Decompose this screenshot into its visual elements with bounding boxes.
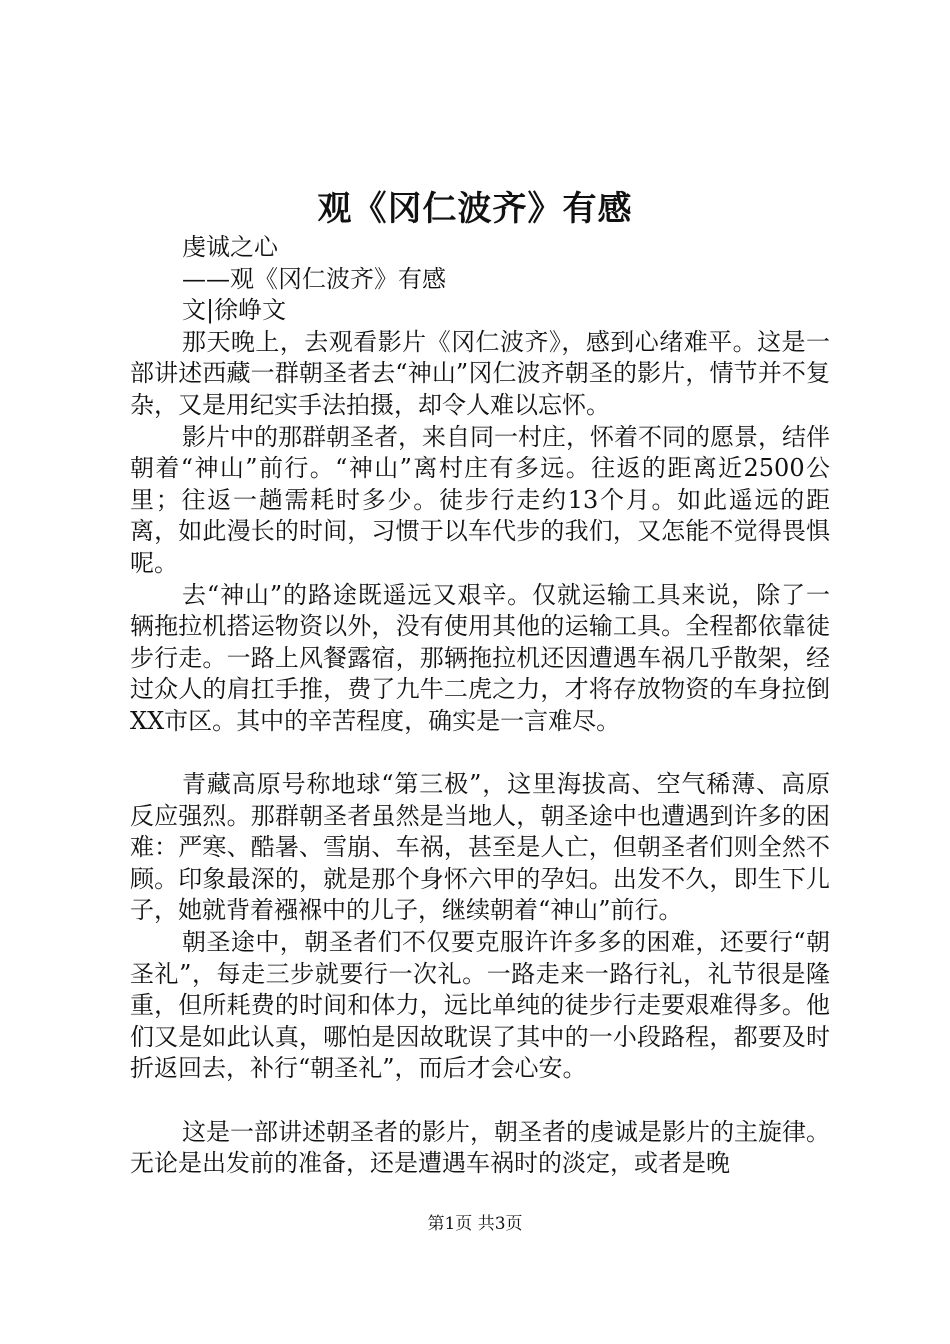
- paragraph: 青藏高原号称地球“第三极”，这里海拔高、空气稀薄、高原反应强烈。那群朝圣者虽然是当地人，朝圣途中也遭遇到许多的困难：严寒、酷暑、雪崩、车祸，甚至是人亡，但朝圣者们则全然不顾。印象最深的，就是那个身怀六甲的孕妇。出发不久，即生下儿子，她就背着襁褓中的儿子，继续朝着“神山”前行。: [130, 770, 830, 925]
- paragraph: 朝圣途中，朝圣者们不仅要克服许许多多的困难，还要行“朝圣礼”，每走三步就要行一次礼。一路走来一路行礼，礼节很是隆重，但所耗费的时间和体力，远比单纯的徒步行走要艰难得多。他们又是如此认真，哪怕是因故耽误了其中的一小段路程，都要及时折返回去，补行“朝圣礼”，而后才会心安。: [130, 928, 830, 1083]
- paragraph: 影片中的那群朝圣者，来自同一村庄，怀着不同的愿景，结伴朝着“神山”前行。“神山”离村庄有多远。往返的距离近2500公里；往返一趟需耗时多少。徒步行走约13个月。如此遥远的距离，如此漫长的时间，习惯于以车代步的我们，又怎能不觉得畏惧呢。: [130, 422, 830, 577]
- paragraph-spacer: [130, 738, 830, 770]
- document-body: [130, 232, 830, 1180]
- page-footer: 第1页 共3页: [427, 1214, 523, 1234]
- paragraph: 去“神山”的路途既遥远又艰辛。仅就运输工具来说，除了一辆拖拉机搭运物资以外，没有使用其他的运输工具。全程都依靠徒步行走。一路上风餐露宿，那辆拖拉机还因遭遇车祸几乎散架，经过众人的肩扛手推，费了九牛二虎之力，才将存放物资的车身拉倒XX市区。其中的辛苦程度，确实是一言难尽。: [130, 580, 830, 735]
- paragraph: 这是一部讲述朝圣者的影片，朝圣者的虔诚是影片的主旋律。无论是出发前的准备，还是遭遇车祸时的淡定，或者是晚: [130, 1117, 830, 1178]
- author-line: 文|徐峥文: [182, 296, 287, 325]
- subtitle-line: 虔诚之心: [182, 233, 278, 261]
- subtitle-line: ——观《冈仁波齐》有感: [182, 264, 446, 293]
- paragraph-spacer: [130, 1085, 830, 1117]
- document-title: 观《冈仁波齐》有感: [317, 189, 633, 229]
- paragraph: 那天晚上，去观看影片《冈仁波齐》，感到心绪难平。这是一部讲述西藏一群朝圣者去“神山”冈仁波齐朝圣的影片，情节并不复杂，又是用纪实手法拍摄，却令人难以忘怀。: [130, 327, 830, 419]
